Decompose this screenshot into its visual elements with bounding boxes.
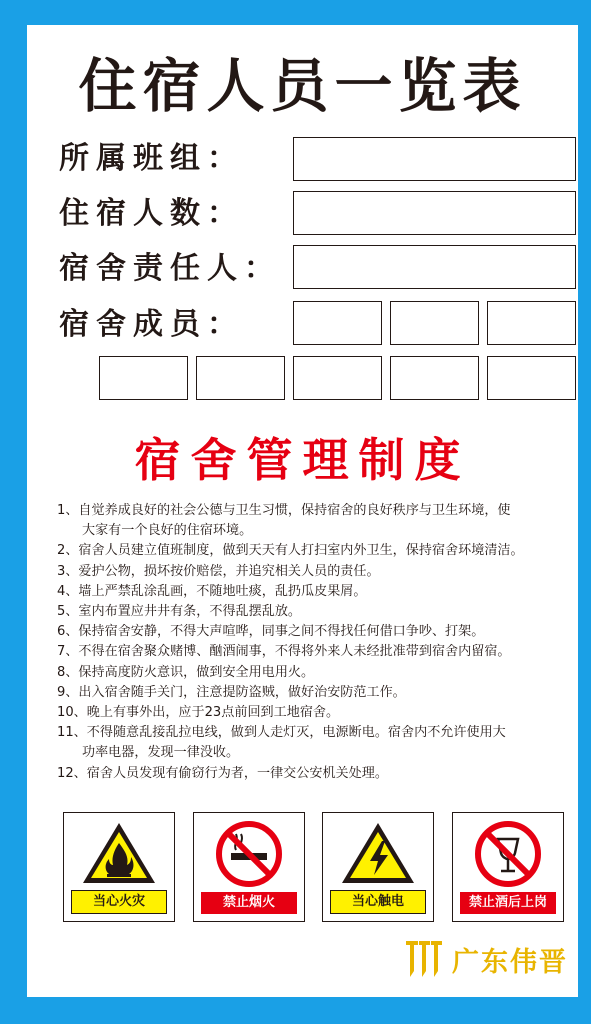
member-box xyxy=(293,356,382,400)
team-label: 所属班组： xyxy=(59,141,244,176)
rule-text-continued: 功率电器，发现一律没收。 xyxy=(82,745,240,761)
rule-text: 5、室内布置应井井有条，不得乱摆乱放。 xyxy=(57,604,302,620)
rule-item xyxy=(57,622,577,642)
member-box xyxy=(293,301,382,345)
rule-item xyxy=(57,562,577,582)
rule-item xyxy=(57,683,577,703)
rule-text-continued: 大家有一个良好的住宿环境。 xyxy=(82,523,253,539)
sign-caption: 禁止酒后上岗 xyxy=(460,892,556,914)
sign-electric-warning xyxy=(322,812,434,922)
rule-item xyxy=(57,501,577,541)
section-title: 宿舍管理制度 xyxy=(134,433,471,487)
rule-text: 12、宿舍人员发现有偷窃行为者，一律交公安机关处理。 xyxy=(57,765,388,781)
rule-item xyxy=(57,723,577,763)
brand-name: 广东伟晋 xyxy=(452,946,568,978)
rule-text: 4、墙上严禁乱涂乱画，不随地吐痰，乱扔瓜皮果屑。 xyxy=(57,583,367,599)
occupant-count-label: 住宿人数： xyxy=(59,196,244,231)
sign-no-drinking xyxy=(452,812,564,922)
member-box xyxy=(390,356,479,400)
member-box xyxy=(99,356,188,400)
member-box xyxy=(196,356,285,400)
rule-text: 11、不得随意乱接乱拉电线，做到人走灯灭，电源断电。宿舍内不允许使用大 xyxy=(57,725,506,741)
rule-text: 1、自觉养成良好的社会公德与卫生习惯，保持宿舍的良好秩序与卫生环境，使 xyxy=(57,503,511,518)
rule-item xyxy=(57,541,577,561)
rule-item xyxy=(57,703,577,723)
electric-shock-warning-icon xyxy=(338,819,418,889)
sign-caption: 当心触电 xyxy=(330,890,426,914)
brand-logo-icon xyxy=(404,937,444,981)
sign-no-smoking xyxy=(193,812,305,922)
rule-item xyxy=(57,663,577,683)
rule-item xyxy=(57,602,577,622)
rule-item xyxy=(57,582,577,602)
member-box xyxy=(487,301,576,345)
fire-warning-icon xyxy=(79,819,159,889)
rule-text: 9、出入宿舍随手关门，注意提防盗贼，做好治安防范工作。 xyxy=(57,684,406,700)
no-drinking-on-duty-icon xyxy=(468,819,548,889)
sign-caption: 禁止烟火 xyxy=(201,892,297,914)
no-smoking-icon xyxy=(209,819,289,889)
rule-text: 10、晚上有事外出，应于23点前回到工地宿舍。 xyxy=(57,705,340,721)
page-title: 住宿人员一览表 xyxy=(78,52,527,120)
dorm-members-label: 宿舍成员： xyxy=(59,307,244,342)
rule-item xyxy=(57,764,577,784)
sign-fire-warning xyxy=(63,812,175,922)
sign-caption: 当心火灾 xyxy=(71,890,167,914)
rule-text: 6、保持宿舍安静，不得大声喧哗，同事之间不得找任何借口争吵、打架。 xyxy=(57,624,485,640)
dorm-manager-label: 宿舍责任人： xyxy=(59,251,281,286)
rule-text: 7、不得在宿舍聚众赌博、酗酒闹事，不得将外来人未经批准带到宿舍内留宿。 xyxy=(57,644,511,660)
dorm-manager-field xyxy=(293,245,576,289)
brand xyxy=(404,937,568,981)
rule-item xyxy=(57,642,577,662)
member-box xyxy=(390,301,479,345)
rules-list xyxy=(57,501,577,784)
occupant-count-field xyxy=(293,191,576,235)
team-field xyxy=(293,137,576,181)
rule-text: 2、宿舍人员建立值班制度，做到天天有人打扫室内外卫生，保持宿舍环境清洁。 xyxy=(57,543,524,559)
rule-text: 8、保持高度防火意识，做到安全用电用火。 xyxy=(57,664,315,680)
rule-text: 3、爱护公物，损坏按价赔偿，并追究相关人员的责任。 xyxy=(57,563,380,579)
poster xyxy=(27,25,578,997)
member-box xyxy=(487,356,576,400)
